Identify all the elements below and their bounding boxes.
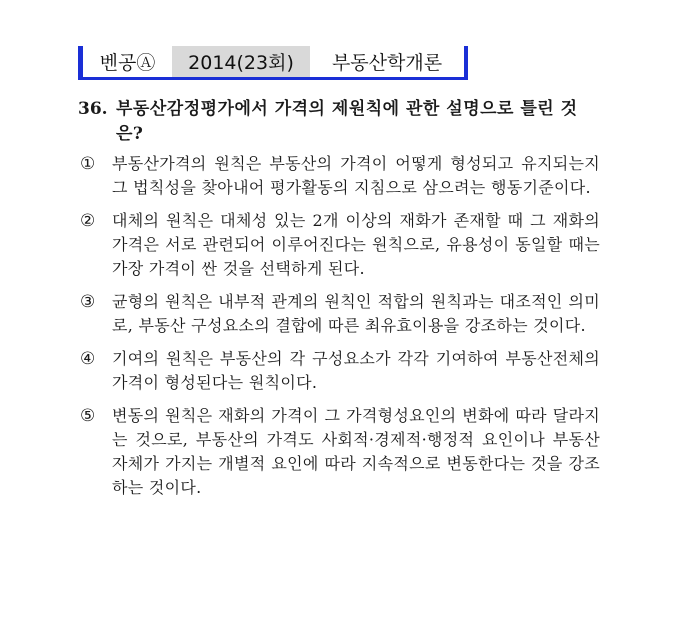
question-text: 부동산감정평가에서 가격의 제원칙에 관한 설명으로 틀린 것은? (116, 99, 578, 144)
option-4 (80, 347, 600, 395)
option-text: 균형의 원칙은 내부적 관계의 원칙인 적합의 원칙과는 대조적인 의미로, 부동산 구성요소의 결합에 따른 최유효이용을 강조하는 것이다. (112, 292, 600, 335)
option-2 (80, 209, 600, 281)
option-marker: ② (80, 211, 96, 231)
header-year: 2014(23회) (172, 46, 310, 80)
option-1 (80, 152, 600, 200)
option-marker: ⑤ (80, 406, 96, 426)
option-text: 기여의 원칙은 부동산의 각 구성요소가 각각 기여하여 부동산전체의 가격이 형성된다는 원칙이다. (112, 349, 600, 392)
option-5 (80, 404, 600, 500)
header-subject: 부동산학개론 (310, 46, 468, 80)
option-marker: ① (80, 154, 96, 174)
option-text: 부동산가격의 원칙은 부동산의 가격이 어떻게 형성되고 유지되는지 그 법칙성을 찾아내어 평가활동의 지침으로 삼으려는 행동기준이다. (112, 154, 600, 197)
question-number: 36. (78, 99, 108, 119)
option-text: 변동의 원칙은 재화의 가격이 그 가격형성요인의 변화에 따라 달라지는 것으로, 부동산의 가격도 사회적·경제적·행정적 요인이나 부동산 자체가 가지는 개별적 요인에 따라 지속적으로 변동한다는 것을 강조하는 것이다. (112, 406, 600, 497)
header-source: 벤공Ⓐ (78, 46, 172, 80)
option-marker: ④ (80, 349, 96, 369)
exam-header (78, 46, 468, 80)
answer-options (80, 152, 600, 509)
option-marker: ③ (80, 292, 96, 312)
question (78, 97, 598, 147)
option-3 (80, 290, 600, 338)
option-text: 대체의 원칙은 대체성 있는 2개 이상의 재화가 존재할 때 그 재화의 가격은 서로 관련되어 이루어진다는 원칙으로, 유용성이 동일할 때는 가장 가격이 싼 것을 선택하게 된다. (112, 211, 600, 278)
